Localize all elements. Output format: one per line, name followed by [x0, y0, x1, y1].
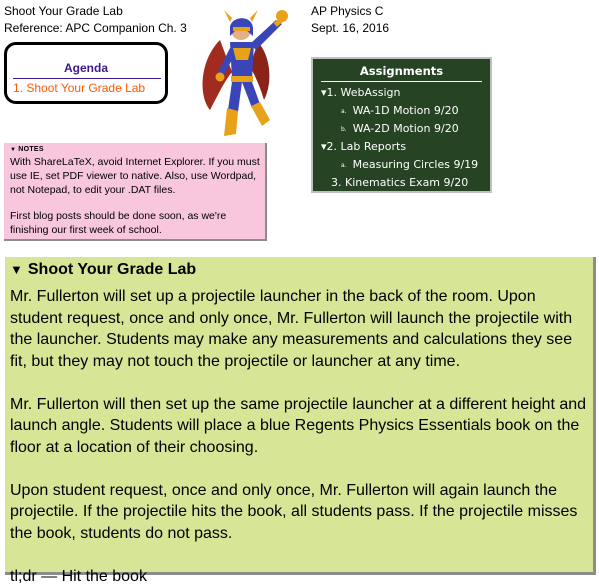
- reference-text: Reference: APC Companion Ch. 3: [4, 20, 187, 37]
- assignment-marker: a.: [341, 162, 347, 169]
- assignment-marker: ▾2.: [321, 140, 337, 153]
- header-left: [4, 3, 187, 37]
- assignment-item[interactable]: [321, 140, 406, 153]
- assignment-marker: b.: [341, 126, 347, 133]
- header-right: [311, 3, 389, 37]
- assignment-label: WA-2D Motion 9/20: [353, 122, 459, 135]
- lab-section-header[interactable]: [10, 261, 196, 279]
- assignment-label: Lab Reports: [341, 140, 407, 153]
- assignment-marker: a.: [341, 108, 347, 115]
- assignments-divider: [321, 81, 482, 82]
- agenda-box: [4, 42, 168, 104]
- notes-header[interactable]: [10, 146, 261, 153]
- lab-paragraph: Mr. Fullerton will then set up the same projectile launcher at a different height and launch angle. Students will place a blue Regents Physics Essentials book on the floor at a location of their choosing.: [10, 394, 590, 459]
- lab-section-title: Shoot Your Grade Lab: [28, 261, 196, 278]
- lab-section: [5, 257, 596, 575]
- collapse-triangle-icon[interactable]: ▼: [10, 147, 16, 153]
- assignments-board: [311, 57, 492, 193]
- date-text: Sept. 16, 2016: [311, 20, 389, 37]
- lab-section-body: [10, 286, 590, 587]
- superhero-illustration: [180, 0, 310, 150]
- assignment-item[interactable]: [321, 86, 401, 99]
- lab-heading: Shoot Your Grade Lab: [4, 3, 187, 20]
- notes-paragraph: First blog posts should be done soon, as we're finishing our first week of school.: [10, 209, 261, 237]
- assignment-item[interactable]: [331, 176, 468, 189]
- notes-label: NOTES: [18, 146, 44, 153]
- collapse-triangle-icon[interactable]: ▼: [10, 262, 23, 277]
- agenda-item[interactable]: 1. Shoot Your Grade Lab: [13, 81, 145, 95]
- assignment-label: Measuring Circles 9/19: [353, 158, 479, 171]
- lab-summary: tl;dr — Hit the book: [10, 566, 590, 587]
- assignment-label: Kinematics Exam 9/20: [345, 176, 468, 189]
- assignment-marker: 3.: [331, 176, 342, 189]
- notes-box: [4, 143, 267, 241]
- assignment-subitem[interactable]: [341, 104, 459, 117]
- notes-paragraph: With ShareLaTeX, avoid Internet Explorer. If you must use IE, set PDF viewer to native. Also, use Wordpad, not Notepad, to edit your .DAT files.: [10, 155, 261, 197]
- assignment-subitem[interactable]: [341, 158, 478, 171]
- assignment-subitem[interactable]: [341, 122, 459, 135]
- assignment-label: WebAssign: [341, 86, 401, 99]
- agenda-divider: [13, 78, 161, 79]
- course-name: AP Physics C: [311, 3, 389, 20]
- assignment-label: WA-1D Motion 9/20: [353, 104, 459, 117]
- lab-paragraph: Mr. Fullerton will set up a projectile launcher in the back of the room. Upon student request, once and only once, Mr. Fullerton will launch the projectile with the launcher. Students may make any measurements and calculations they see fit, but they may not touch the projectile or launcher at any time.: [10, 286, 590, 372]
- assignments-title: Assignments: [313, 64, 490, 78]
- lab-paragraph: Upon student request, once and only once, Mr. Fullerton will again launch the projectile. If the projectile hits the book, all students pass. If the projectile misses the book, students do not pass.: [10, 480, 590, 545]
- assignment-marker: ▾1.: [321, 86, 337, 99]
- agenda-title: Agenda: [7, 61, 165, 75]
